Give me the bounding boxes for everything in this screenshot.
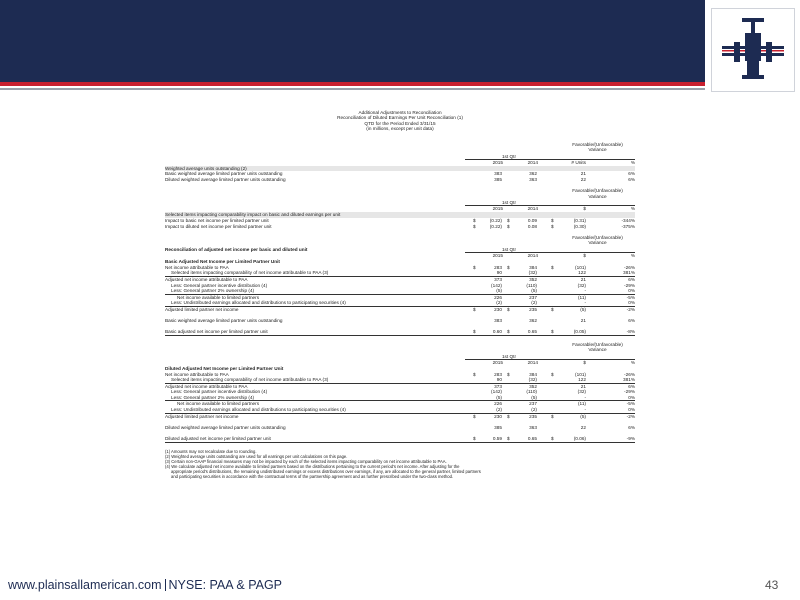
- row-value: (2): [496, 300, 502, 306]
- row-value: 6%: [628, 383, 635, 389]
- row-value: (142): [491, 282, 502, 288]
- row-value: 21: [580, 276, 586, 282]
- column-label: %: [630, 253, 635, 259]
- header-stripe-gray: [0, 88, 705, 90]
- row-value: 0%: [628, 394, 635, 400]
- column-label: 2014: [527, 206, 538, 212]
- currency-sign: $: [473, 223, 476, 229]
- row-value: 6%: [628, 176, 635, 182]
- row-value: 90: [496, 377, 502, 383]
- row-label: Less: General partner 2% ownership (4): [171, 394, 255, 400]
- row-value: 0.65: [527, 329, 537, 335]
- row-label: Net income attributable to PAA: [165, 371, 229, 377]
- row-value: 362: [529, 171, 537, 177]
- column-label: %: [630, 359, 635, 365]
- row-value: (0.30): [573, 223, 586, 229]
- currency-sign: $: [507, 218, 510, 223]
- row-value: 0%: [628, 300, 635, 306]
- row-value: (2): [496, 407, 502, 413]
- currency-sign: $: [507, 223, 510, 229]
- row-value: (0.22): [489, 223, 502, 229]
- column-label: $: [583, 206, 586, 212]
- row-value: (32): [528, 270, 537, 276]
- row-value: (11): [578, 294, 586, 300]
- currency-sign: $: [473, 371, 476, 377]
- row-value: 381%: [623, 377, 635, 383]
- currency-sign: $: [551, 223, 554, 229]
- row-value: -26%: [624, 371, 635, 377]
- row-value: 383: [494, 318, 502, 324]
- header-band: [0, 0, 705, 82]
- variance-header: [560, 142, 635, 152]
- row-value: 352: [529, 276, 537, 282]
- table-row: [165, 329, 635, 336]
- row-label: Diluted weighted average limited partner units outstanding: [165, 424, 286, 430]
- currency-sign: $: [473, 306, 476, 312]
- row-value: -5%: [626, 294, 635, 300]
- currency-sign: $: [473, 329, 476, 335]
- period-label: 1st Qtr: [501, 200, 517, 206]
- currency-sign: $: [473, 436, 476, 442]
- basic-eps-section: [165, 235, 635, 336]
- column-header: [165, 188, 635, 212]
- row-value: (101): [575, 371, 586, 377]
- row-value: (32): [577, 282, 586, 288]
- variance-label: Favorable/(Unfavorable): [572, 188, 623, 194]
- title-line: QTD for the Period Ended 3/31/15: [364, 120, 436, 126]
- row-value: 384: [529, 264, 537, 270]
- currency-sign: $: [551, 218, 554, 223]
- currency-sign: $: [507, 436, 510, 442]
- row-value: (5): [580, 306, 586, 312]
- currency-sign: $: [507, 371, 510, 377]
- footnote: (2) Weighted average units outstanding are used for all earnings per unit calculations on this page.: [165, 453, 348, 459]
- variance-sublabel: Variance: [588, 347, 607, 353]
- document-title: [165, 110, 635, 132]
- row-label: Adjusted limited partner net income: [165, 413, 239, 419]
- row-value: -: [584, 300, 586, 306]
- column-label: 2015: [492, 159, 503, 165]
- row-value: 283: [494, 371, 502, 377]
- column-label: 2014: [527, 359, 538, 365]
- table-row: [165, 383, 635, 390]
- row-value: (0.05): [573, 329, 586, 335]
- row-label: Diluted weighted average limited partner units outstanding: [165, 176, 286, 182]
- row-label: Less: Undistributed earnings allocated and distributions to participating securities (4): [171, 407, 346, 413]
- column-label: # Units: [571, 159, 586, 165]
- currency-sign: $: [473, 264, 476, 270]
- column-label: $: [583, 359, 586, 365]
- row-value: 230: [494, 413, 502, 419]
- row-label: Net income available to limited partners: [177, 294, 260, 300]
- variance-sublabel: Variance: [588, 146, 607, 152]
- row-value: -9%: [626, 436, 635, 442]
- reconciliation-sections: [165, 142, 635, 443]
- row-value: 235: [529, 413, 537, 419]
- row-value: (5): [496, 288, 502, 294]
- row-value: 363: [529, 176, 537, 182]
- column-label: 2015: [492, 206, 503, 212]
- row-label: Impact to basic net income per limited partner unit: [165, 218, 269, 223]
- row-value: -8%: [626, 329, 635, 335]
- column-header: [165, 342, 635, 366]
- row-label: Less: General partner incentive distribution (4): [171, 282, 268, 288]
- row-label: Basic weighted average limited partner units outstanding: [165, 171, 283, 177]
- row-value: 0.08: [527, 223, 537, 229]
- row-label: Diluted adjusted net income per limited partner unit: [165, 436, 271, 442]
- row-value: (5): [580, 413, 586, 419]
- valve-logo-icon: [712, 9, 794, 91]
- row-label: Adjusted net income attributable to PAA: [165, 276, 248, 282]
- currency-sign: $: [473, 413, 476, 419]
- column-header: [165, 142, 635, 166]
- row-label: Adjusted limited partner net income: [165, 306, 239, 312]
- row-value: 21: [580, 318, 586, 324]
- row-value: 226: [494, 401, 502, 407]
- row-value: (2): [531, 407, 537, 413]
- row-label: Basic weighted average limited partner units outstanding: [165, 318, 283, 324]
- section-label: Reconciliation of adjusted net income per basic and diluted unit: [165, 247, 308, 253]
- currency-sign: $: [551, 413, 554, 419]
- row-value: 235: [529, 306, 537, 312]
- row-value: 122: [578, 377, 586, 383]
- row-value: -5%: [626, 401, 635, 407]
- row-value: 0.59: [492, 436, 502, 442]
- currency-sign: $: [551, 264, 554, 270]
- row-value: 0%: [628, 288, 635, 294]
- footnote: (3) Certain non-GAAP financial measures may not be impacted by each of the selected items impacting comparability on net income attributable to PAA.: [165, 458, 447, 464]
- row-value: 6%: [628, 318, 635, 324]
- row-label: Net income attributable to PAA: [165, 264, 229, 270]
- row-value: (32): [577, 389, 586, 395]
- table-row: [165, 294, 635, 301]
- row-value: 0.65: [527, 436, 537, 442]
- row-value: 0.60: [492, 329, 502, 335]
- row-value: 230: [494, 306, 502, 312]
- row-value: 6%: [628, 276, 635, 282]
- footnote: (1) Amounts may not recalculate due to rounding.: [165, 448, 257, 454]
- column-label: %: [630, 206, 635, 212]
- row-value: 383: [494, 171, 502, 177]
- column-label: 2015: [492, 359, 503, 365]
- row-value: 363: [529, 424, 537, 430]
- row-value: (110): [526, 389, 537, 395]
- table-row: [165, 400, 635, 407]
- row-value: -: [584, 394, 586, 400]
- reconciliation-section: [165, 188, 635, 229]
- row-value: (142): [491, 389, 502, 395]
- period-label: 1st Qtr: [501, 353, 517, 359]
- table-row: [165, 276, 635, 283]
- row-value: 0%: [628, 407, 635, 413]
- row-value: (101): [575, 264, 586, 270]
- row-value: 90: [496, 270, 502, 276]
- row-value: 6%: [628, 171, 635, 177]
- diluted-eps-section: [165, 342, 635, 443]
- ticker-label: NYSE: PAA & PAGP: [168, 578, 283, 592]
- table-row: [165, 177, 635, 183]
- row-value: -29%: [624, 389, 635, 395]
- company-logo: [711, 8, 795, 92]
- row-value: 381%: [623, 270, 635, 276]
- row-value: (0.22): [489, 218, 502, 223]
- title-line: (in millions, except per unit data): [366, 126, 434, 132]
- row-value: (32): [528, 377, 537, 383]
- website-url[interactable]: www.plainsallamerican.com: [8, 578, 162, 592]
- row-value: (5): [531, 288, 537, 294]
- row-label: Less: General partner incentive distribution (4): [171, 389, 268, 395]
- row-label: Adjusted net income attributable to PAA: [165, 383, 248, 389]
- row-value: (11): [578, 401, 586, 407]
- row-label: Net income available to limited partners: [177, 401, 260, 407]
- row-label: Less: General partner 2% ownership (4): [171, 288, 255, 294]
- row-value: 373: [494, 276, 502, 282]
- currency-sign: $: [551, 371, 554, 377]
- period-label: 1st Qtr: [501, 153, 517, 159]
- variance-header: [560, 342, 635, 352]
- currency-sign: $: [551, 329, 554, 335]
- variance-sublabel: Variance: [588, 240, 607, 246]
- row-value: 21: [580, 171, 586, 177]
- row-value: -: [584, 288, 586, 294]
- table-row: [165, 413, 635, 420]
- row-value: (110): [526, 282, 537, 288]
- row-value: 237: [529, 401, 537, 407]
- row-value: 385: [494, 424, 502, 430]
- variance-label: Favorable/(Unfavorable): [572, 341, 623, 347]
- column-label: 2014: [527, 253, 538, 259]
- row-value: -: [584, 407, 586, 413]
- row-label: Impact to diluted net income per limited partner unit: [165, 223, 272, 229]
- currency-sign: $: [507, 413, 510, 419]
- row-value: 21: [580, 383, 586, 389]
- row-label: Basic adjusted net income per limited partner unit: [165, 329, 268, 335]
- row-value: 385: [494, 176, 502, 182]
- row-label: Selected items impacting comparability of net income attributable to PAA (3): [171, 377, 329, 383]
- table-row: [165, 306, 635, 313]
- row-value: 352: [529, 383, 537, 389]
- variance-header: [560, 188, 635, 198]
- currency-sign: $: [473, 218, 476, 223]
- title-line: Reconciliation of Diluted Earnings Per Unit Reconciliation (1): [337, 115, 463, 121]
- table-row: [165, 436, 635, 443]
- currency-sign: $: [551, 306, 554, 312]
- row-value: 237: [529, 294, 537, 300]
- row-label: Selected items impacting comparability of net income attributable to PAA (3): [171, 270, 329, 276]
- row-value: 283: [494, 264, 502, 270]
- row-value: 384: [529, 371, 537, 377]
- variance-sublabel: Variance: [588, 193, 607, 199]
- row-value: 122: [578, 270, 586, 276]
- row-value: (0.31): [573, 218, 586, 223]
- row-label: Less: Undistributed earnings allocated and distributions to participating securities (4): [171, 300, 346, 306]
- variance-header: [560, 235, 635, 245]
- title-line: Additional Adjustments to Reconciliation: [358, 110, 442, 115]
- column-label: 2015: [492, 253, 503, 259]
- row-label: Selected items impacting comparability impact on basic and diluted earnings per unit: [165, 212, 341, 218]
- row-value: 0.09: [527, 218, 537, 223]
- currency-sign: $: [551, 436, 554, 442]
- currency-sign: $: [507, 306, 510, 312]
- column-label: 2014: [527, 159, 538, 165]
- reconciliation-section: [165, 142, 635, 183]
- row-value: -26%: [624, 264, 635, 270]
- row-value: (5): [496, 394, 502, 400]
- row-value: -344%: [621, 218, 635, 223]
- variance-label: Favorable/(Unfavorable): [572, 141, 623, 147]
- row-value: -2%: [626, 306, 635, 312]
- column-header: [165, 235, 635, 259]
- row-value: 6%: [628, 424, 635, 430]
- variance-label: Favorable/(Unfavorable): [572, 235, 623, 241]
- footnotes: [165, 449, 635, 479]
- currency-sign: $: [507, 264, 510, 270]
- section-heading: Basic Adjusted Net Income per Limited Partner Unit: [165, 259, 280, 265]
- footer-link[interactable]: [8, 578, 282, 592]
- row-value: 22: [580, 176, 586, 182]
- row-value: 362: [529, 318, 537, 324]
- table-row: [165, 224, 635, 230]
- row-value: (0.06): [573, 436, 586, 442]
- footnote: and participating securities in accordance with the contractual terms of the partnership agreement and as further prescribed under the two-class method.: [171, 473, 454, 479]
- column-label: $: [583, 253, 586, 259]
- page-number: 43: [765, 578, 779, 592]
- row-value: 22: [580, 424, 586, 430]
- row-value: 226: [494, 294, 502, 300]
- footnote: appropriate period's distributions, the remaining undistributed earnings or excess distributions over earnings, if any, are allocated to the general partner, limited partners: [171, 468, 481, 474]
- row-value: -375%: [621, 223, 635, 229]
- row-value: (5): [531, 394, 537, 400]
- row-label: Weighted average units outstanding (2): [165, 165, 247, 171]
- row-value: -2%: [626, 413, 635, 419]
- footnote: (4) We calculate adjusted net income available to limited partners based on the distributions pertaining to the current period's net income. After adjusting for the: [165, 463, 460, 469]
- section-heading: Diluted Adjusted Net Income per Limited Partner Unit: [165, 365, 284, 371]
- period-label: 1st Qtr: [501, 247, 517, 253]
- reconciliation-document: [165, 110, 635, 479]
- row-value: 373: [494, 383, 502, 389]
- column-label: %: [630, 159, 635, 165]
- row-value: -29%: [624, 282, 635, 288]
- row-value: (2): [531, 300, 537, 306]
- footer-separator: [165, 579, 166, 591]
- currency-sign: $: [507, 329, 510, 335]
